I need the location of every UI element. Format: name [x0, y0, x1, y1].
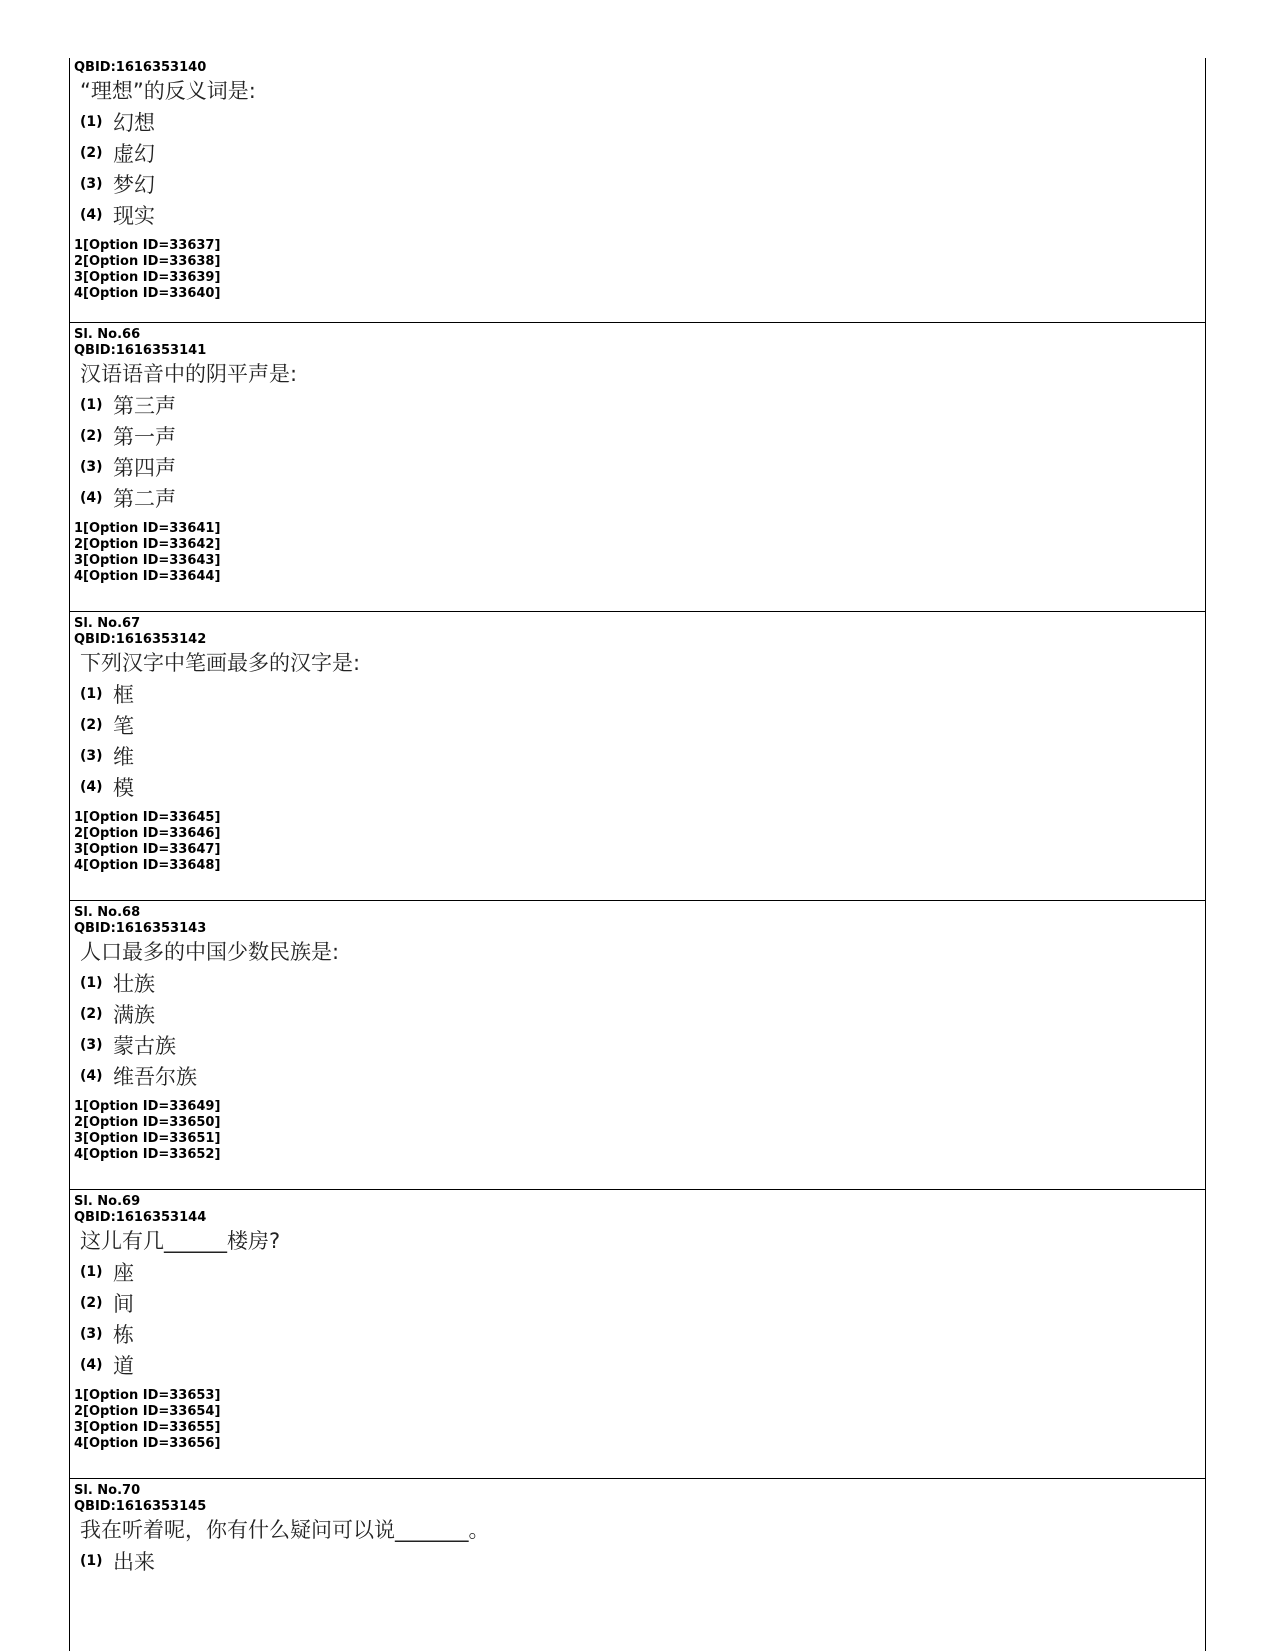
option-id: 4[Option ID=33652]: [74, 1147, 221, 1162]
option-item[interactable]: [80, 1287, 1205, 1318]
option-list: [70, 389, 1205, 513]
option-item[interactable]: [80, 137, 1205, 168]
question-sheet: [69, 58, 1206, 1651]
option-id: 1[Option ID=33649]: [74, 1099, 221, 1114]
option-id: 3[Option ID=33655]: [74, 1420, 221, 1435]
option-id: 4[Option ID=33656]: [74, 1436, 221, 1451]
qbid: QBID:1616353145: [74, 1499, 207, 1514]
option-id: 3[Option ID=33643]: [74, 553, 221, 568]
question-meta: [74, 1479, 1205, 1515]
question-block: [70, 1479, 1205, 1651]
option-text: 壮族: [113, 971, 155, 996]
option-item[interactable]: [80, 482, 1205, 513]
option-item[interactable]: [80, 1318, 1205, 1349]
option-list: [70, 678, 1205, 802]
option-text: 第三声: [113, 393, 176, 418]
option-item[interactable]: [80, 106, 1205, 137]
qbid: QBID:1616353142: [74, 632, 207, 647]
question-text: 人口最多的中国少数民族是:: [80, 940, 340, 964]
option-id-list: [74, 230, 1205, 302]
option-text: 第四声: [113, 455, 176, 480]
option-number: (3): [80, 458, 103, 475]
question-text: 我在听着呢，你有什么疑问可以说_______。: [80, 1518, 490, 1542]
question-block: [70, 323, 1205, 612]
option-text: 幻想: [113, 110, 155, 135]
option-id: 2[Option ID=33646]: [74, 826, 221, 841]
serial-number: Sl. No.67: [74, 616, 141, 631]
option-list: [70, 1256, 1205, 1380]
option-item[interactable]: [80, 998, 1205, 1029]
option-id: 3[Option ID=33639]: [74, 270, 221, 285]
option-text: 笔: [113, 713, 134, 738]
question-block: [70, 1190, 1205, 1479]
option-text: 蒙古族: [113, 1033, 176, 1058]
qbid: QBID:1616353143: [74, 921, 207, 936]
option-item[interactable]: [80, 451, 1205, 482]
question-text: 这儿有几______楼房?: [80, 1229, 281, 1253]
qbid: QBID:1616353144: [74, 1210, 207, 1225]
option-item[interactable]: [80, 1256, 1205, 1287]
option-text: 虚幻: [113, 141, 155, 166]
option-number: (4): [80, 778, 103, 795]
option-item[interactable]: [80, 740, 1205, 771]
question-meta: [74, 323, 1205, 359]
option-id: 1[Option ID=33637]: [74, 238, 221, 253]
option-number: (4): [80, 489, 103, 506]
option-list: [70, 1545, 1205, 1576]
option-text: 第一声: [113, 424, 176, 449]
option-number: (2): [80, 1005, 103, 1022]
option-text: 栋: [113, 1322, 134, 1347]
option-id: 3[Option ID=33647]: [74, 842, 221, 857]
question-meta: [74, 901, 1205, 937]
option-id: 4[Option ID=33644]: [74, 569, 221, 584]
option-item[interactable]: [80, 678, 1205, 709]
option-id: 2[Option ID=33650]: [74, 1115, 221, 1130]
option-id: 2[Option ID=33638]: [74, 254, 221, 269]
option-item[interactable]: [80, 168, 1205, 199]
option-text: 座: [113, 1260, 134, 1285]
option-item[interactable]: [80, 1349, 1205, 1380]
option-text: 道: [113, 1353, 134, 1378]
option-number: (3): [80, 747, 103, 764]
option-text: 梦幻: [113, 172, 155, 197]
option-id: 2[Option ID=33654]: [74, 1404, 221, 1419]
option-id: 1[Option ID=33653]: [74, 1388, 221, 1403]
option-item[interactable]: [80, 1545, 1205, 1576]
option-id-list: [74, 1380, 1205, 1452]
option-item[interactable]: [80, 1060, 1205, 1091]
option-number: (2): [80, 716, 103, 733]
question-text: 汉语语音中的阴平声是:: [80, 362, 298, 386]
option-number: (1): [80, 396, 103, 413]
question-block: [70, 612, 1205, 901]
question-block: [70, 58, 1205, 323]
option-text: 维: [113, 744, 134, 769]
option-number: (1): [80, 685, 103, 702]
question-meta: [74, 1190, 1205, 1226]
option-number: (3): [80, 1325, 103, 1342]
option-id: 1[Option ID=33645]: [74, 810, 221, 825]
option-number: (1): [80, 113, 103, 130]
option-number: (4): [80, 1356, 103, 1373]
option-number: (4): [80, 206, 103, 223]
option-text: 第二声: [113, 486, 176, 511]
serial-number: Sl. No.68: [74, 905, 141, 920]
option-number: (2): [80, 1294, 103, 1311]
serial-number: Sl. No.66: [74, 327, 141, 342]
option-number: (3): [80, 175, 103, 192]
option-item[interactable]: [80, 967, 1205, 998]
option-text: 满族: [113, 1002, 155, 1027]
option-id: 4[Option ID=33648]: [74, 858, 221, 873]
option-number: (1): [80, 1263, 103, 1280]
option-text: 出来: [113, 1549, 155, 1574]
option-item[interactable]: [80, 771, 1205, 802]
qbid: QBID:1616353141: [74, 343, 207, 358]
option-text: 模: [113, 775, 134, 800]
option-text: 维吾尔族: [113, 1064, 197, 1089]
serial-number: Sl. No.70: [74, 1483, 141, 1498]
option-number: (1): [80, 974, 103, 991]
option-id-list: [74, 513, 1205, 585]
option-item[interactable]: [80, 709, 1205, 740]
option-id-list: [74, 802, 1205, 874]
option-id: 3[Option ID=33651]: [74, 1131, 221, 1146]
option-list: [70, 106, 1205, 230]
option-item[interactable]: [80, 420, 1205, 451]
option-item[interactable]: [80, 199, 1205, 230]
option-id: 2[Option ID=33642]: [74, 537, 221, 552]
option-number: (1): [80, 1552, 103, 1569]
option-text: 间: [113, 1291, 134, 1316]
option-id-list: [74, 1091, 1205, 1163]
option-list: [70, 967, 1205, 1091]
option-id: 1[Option ID=33641]: [74, 521, 221, 536]
serial-number: Sl. No.69: [74, 1194, 141, 1209]
question-meta: [74, 612, 1205, 648]
option-text: 现实: [113, 203, 155, 228]
option-item[interactable]: [80, 1029, 1205, 1060]
question-text: “理想”的反义词是:: [80, 79, 256, 103]
question-meta: [74, 58, 1205, 76]
option-number: (2): [80, 144, 103, 161]
option-text: 框: [113, 682, 134, 707]
option-id: 4[Option ID=33640]: [74, 286, 221, 301]
question-text: 下列汉字中笔画最多的汉字是:: [80, 651, 361, 675]
question-block: [70, 901, 1205, 1190]
option-number: (2): [80, 427, 103, 444]
option-number: (3): [80, 1036, 103, 1053]
option-number: (4): [80, 1067, 103, 1084]
option-item[interactable]: [80, 389, 1205, 420]
qbid: QBID:1616353140: [74, 60, 207, 75]
